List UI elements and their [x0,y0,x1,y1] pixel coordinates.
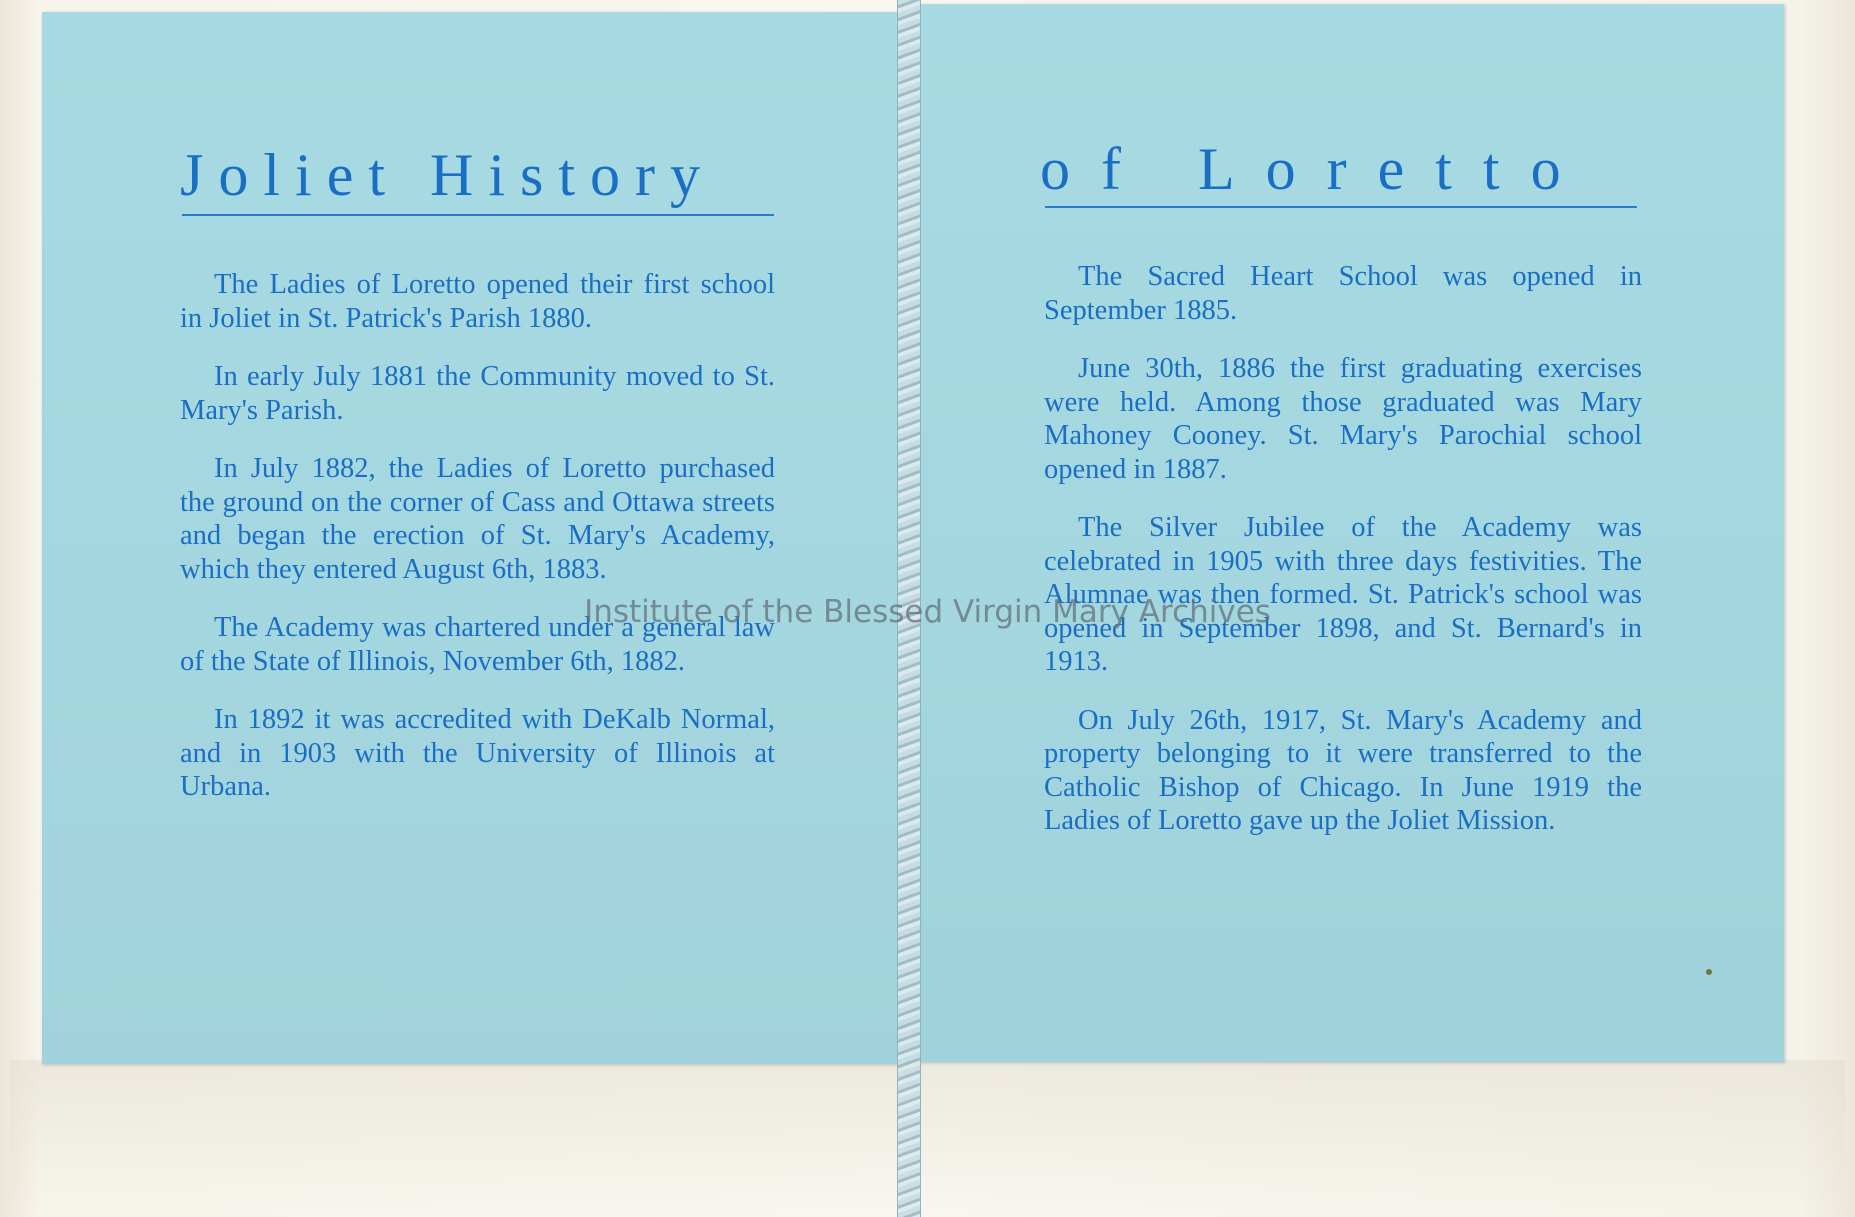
right-paragraph-2: June 30th, 1886 the first graduating exercises were held. Among those graduated was Mary Mahoney Cooney. St. Mary's Parochial school opened in 1887. [1044,353,1642,485]
right-paragraph-3: The Silver Jubilee of the Academy was celebrated in 1905 with three days festivities. The Alumnae was then formed. St. Patrick's school was opened in September 1898, and St. Bernard's in 1913. [1044,512,1642,677]
right-heading-rule [1045,206,1637,208]
paper-speck [1706,969,1712,975]
right-paragraph-1: The Sacred Heart School was opened in September 1885. [1044,261,1642,326]
left-page-heading: Joliet History [180,142,715,208]
right-paragraph-4: On July 26th, 1917, St. Mary's Academy and property belonging to it were transferred to the Catholic Bishop of Chicago. In June 1919 the Ladies of Loretto gave up the Joliet Mission. [1044,704,1642,836]
archive-watermark: Institute of the Blessed Virgin Mary Archives [584,594,1271,630]
right-page-text [1044,260,1642,863]
left-paragraph-4: The Academy was chartered under a general law of the State of Illinois, November 6th, 1882. [180,612,775,677]
left-heading-rule [182,214,774,216]
left-page-text [180,268,775,829]
left-paragraph-3: In July 1882, the Ladies of Loretto purchased the ground on the corner of Cass and Ottawa streets and began the erection of St. Mary's Academy, which they entered August 6th, 1883. [180,453,775,585]
left-paragraph-2: In early July 1881 the Community moved to St. Mary's Parish. [180,361,775,426]
right-page-heading: of Loretto [1040,136,1592,202]
binding-cord [897,0,921,1217]
page-shadow [10,1060,1845,1210]
left-paragraph-1: The Ladies of Loretto opened their first school in Joliet in St. Patrick's Parish 1880. [180,269,775,334]
left-paragraph-5: In 1892 it was accredited with DeKalb Normal, and in 1903 with the University of Illinois at Urbana. [180,704,775,802]
